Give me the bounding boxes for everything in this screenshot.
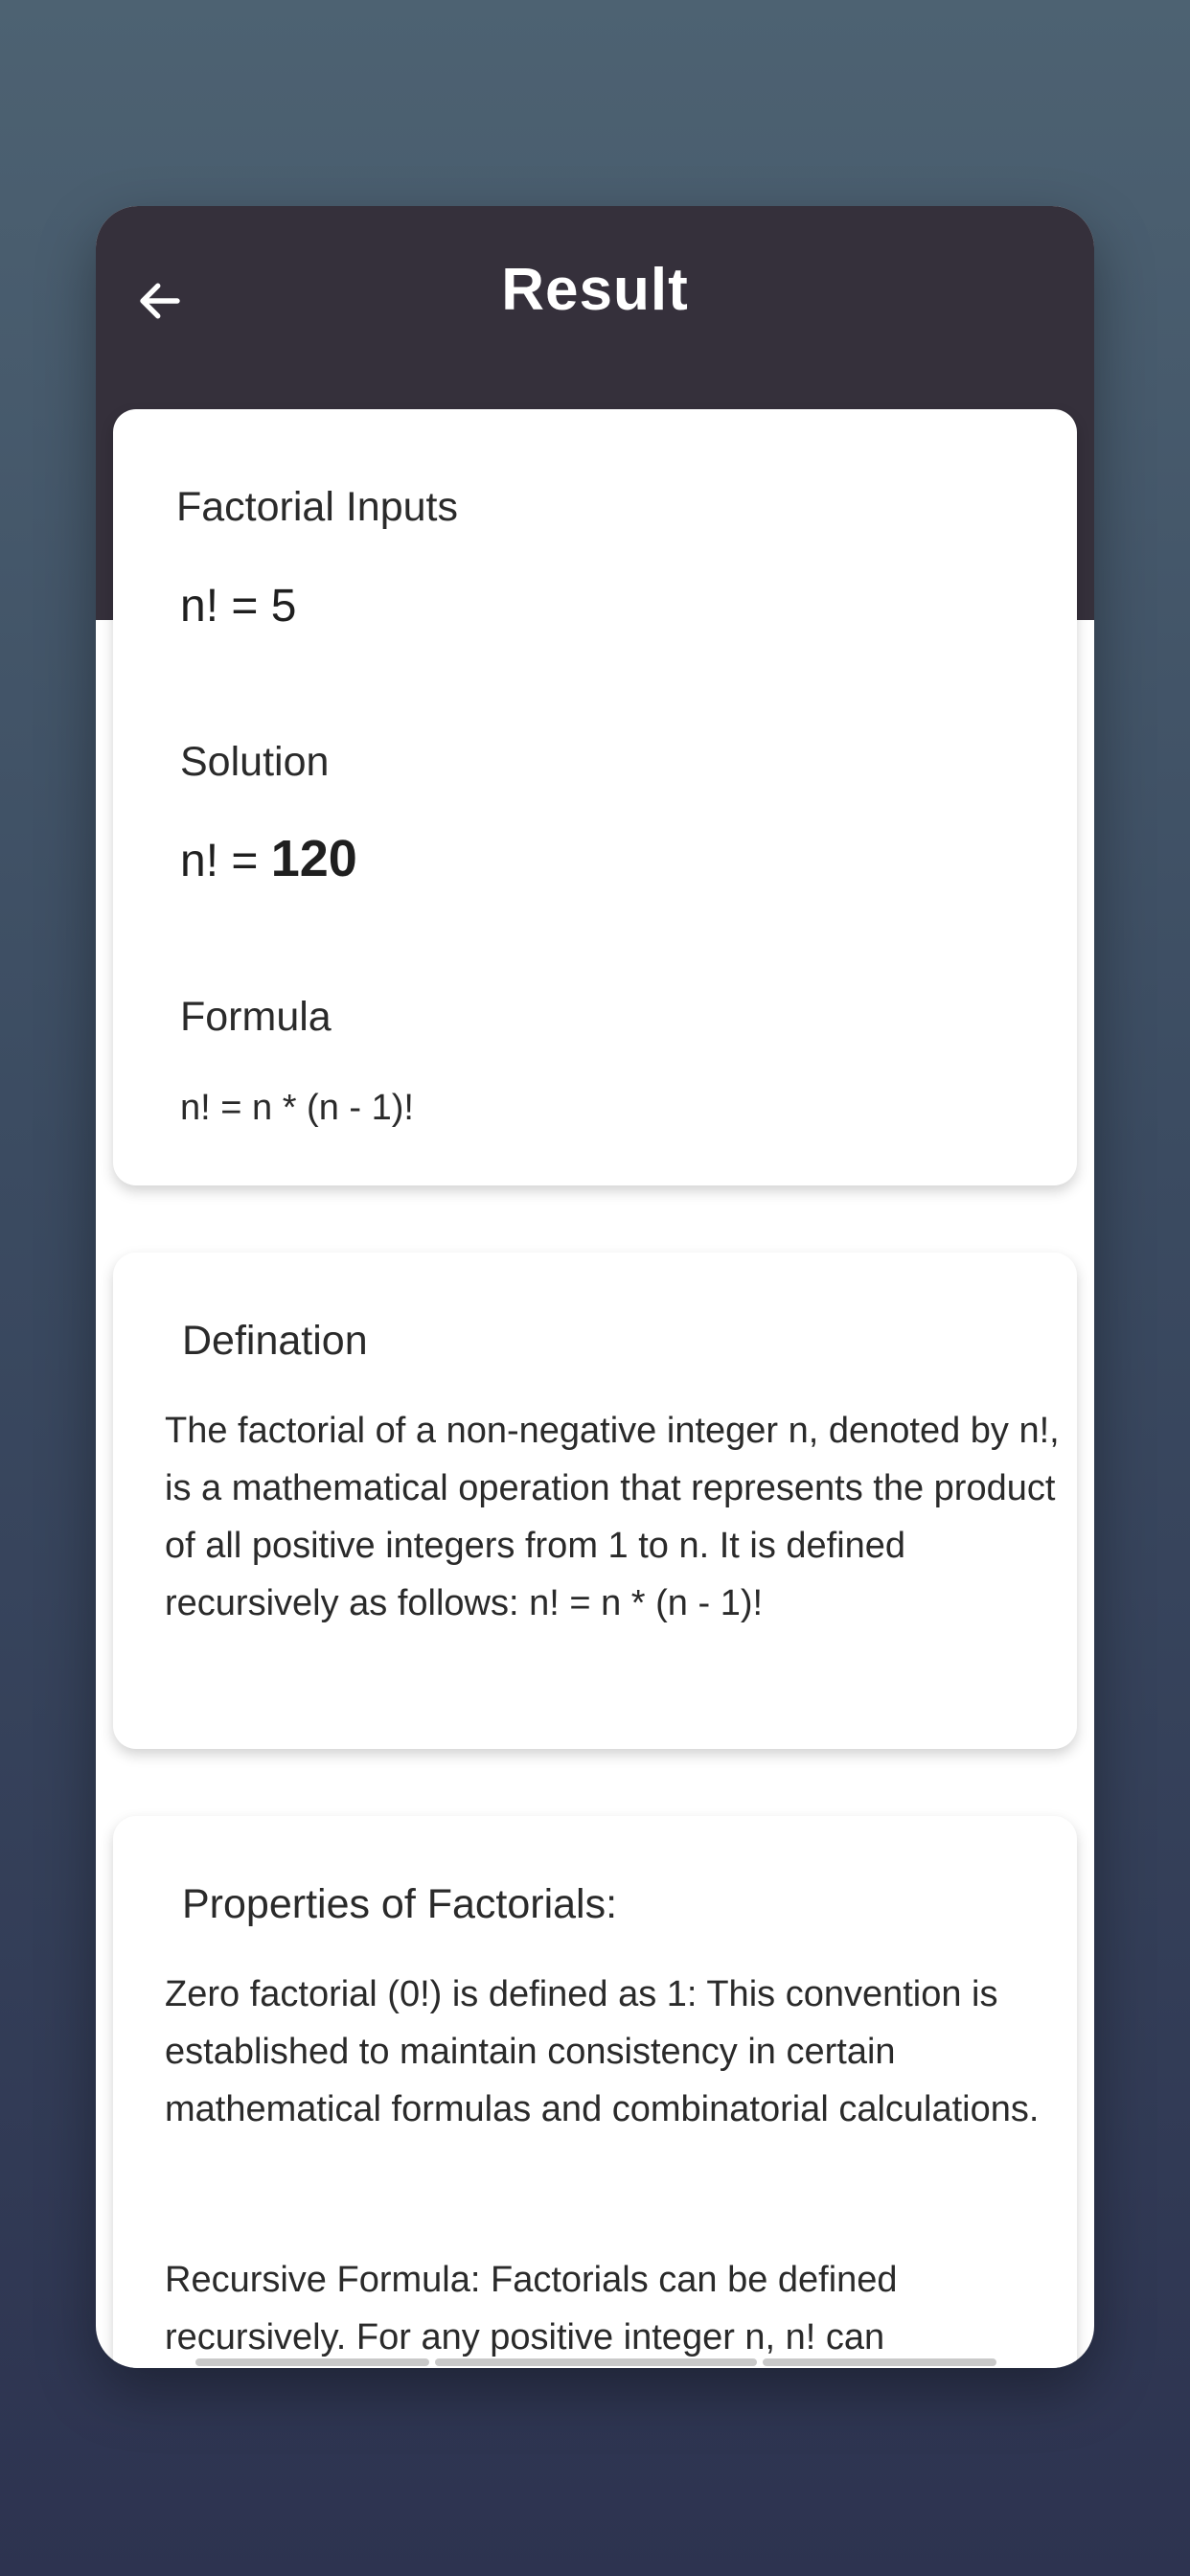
solution-label: Solution xyxy=(180,739,330,785)
formula-value: n! = n * (n - 1)! xyxy=(180,1088,414,1128)
solution-result: 120 xyxy=(270,830,357,887)
properties-card xyxy=(113,1816,1077,2368)
solution-value xyxy=(180,829,357,888)
scroll-indicator xyxy=(763,2358,996,2366)
properties-label: Properties of Factorials: xyxy=(182,1881,618,1927)
scroll-indicator xyxy=(195,2358,429,2366)
result-card xyxy=(113,409,1077,1185)
app-screen xyxy=(96,206,1094,2368)
properties-paragraph-1: Zero factorial (0!) is defined as 1: This convention is established to maintain consistency in certain mathematical formulas and combinatorial calculations. xyxy=(165,1974,1040,2129)
scroll-indicator xyxy=(435,2358,757,2366)
page-title: Result xyxy=(501,257,689,323)
definition-card xyxy=(113,1253,1077,1749)
definition-label: Defination xyxy=(182,1318,368,1364)
inputs-label: Factorial Inputs xyxy=(176,484,458,530)
inputs-value: n! = 5 xyxy=(180,581,297,632)
solution-prefix: n! = xyxy=(180,836,271,886)
properties-paragraph-2: Recursive Formula: Factorials can be defined recursively. For any positive integer n, n! can xyxy=(165,2260,898,2358)
formula-label: Formula xyxy=(180,994,332,1040)
definition-text: The factorial of a non-negative integer n, denoted by n!, is a mathematical operation that represents the product of all positive integers from 1 to n. It is defined recursively as follows: n! = n * (n - 1)! xyxy=(165,1411,1060,1623)
